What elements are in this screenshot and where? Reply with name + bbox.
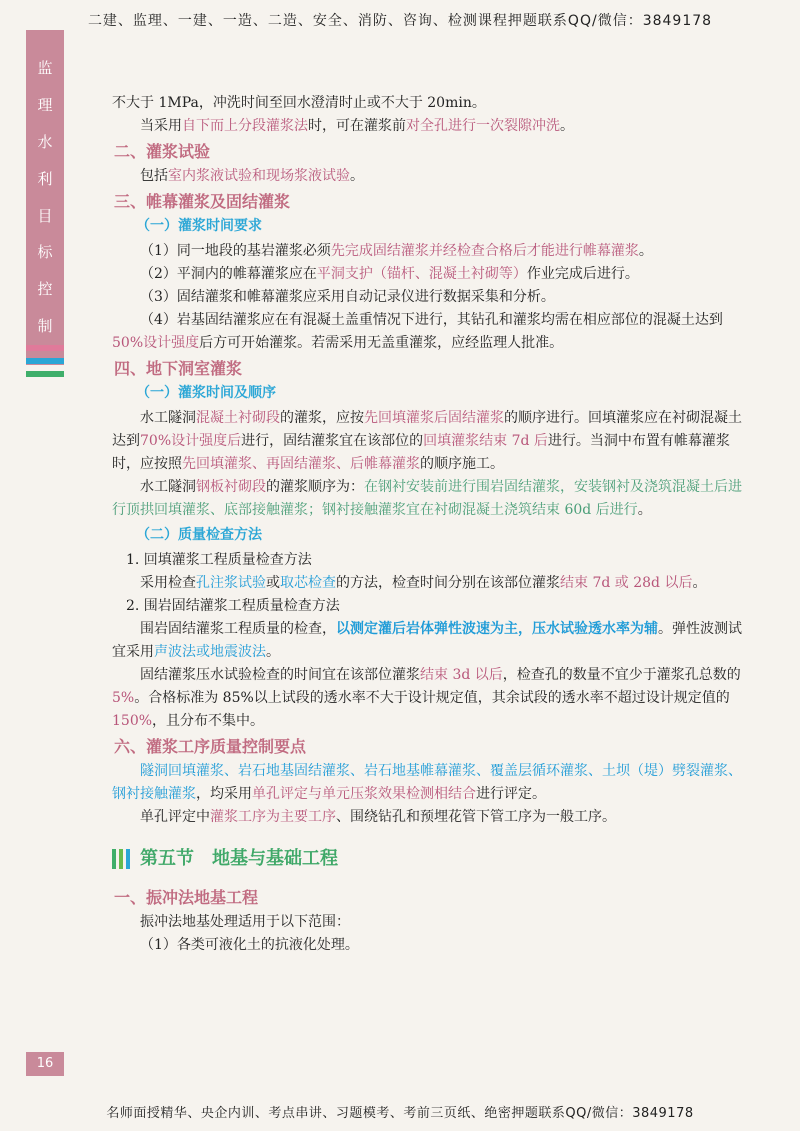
paragraph: 1. 回填灌浆工程质量检查方法 <box>126 552 312 568</box>
bars-icon <box>112 849 130 869</box>
side-tab-char: 制 <box>37 317 53 336</box>
page-content <box>112 92 752 957</box>
side-tab-char: 利 <box>37 169 53 188</box>
paragraph: 水工隧洞混凝土衬砌段的灌浆，应按先回填灌浆后固结灌浆的顺序进行。回填灌浆应在衬砌混凝土达到70%设计强度后进行，固结灌浆宜在该部位的回填灌浆结束 7d 后进行。当洞中布置有帷幕灌浆时，应按照先回填灌浆、再固结灌浆、后帷幕灌浆的顺序施工。 <box>112 410 742 472</box>
paragraph: 围岩固结灌浆工程质量的检查，以测定灌后岩体弹性波速为主，压水试验透水率为辅。弹性波测试宜采用声波法或地震波法。 <box>112 621 742 660</box>
chapter-banner <box>112 847 752 870</box>
paragraph: 振冲法地基处理适用于以下范围： <box>140 914 350 930</box>
side-tab-char: 控 <box>37 280 53 299</box>
chapter-title: 第五节 地基与基础工程 <box>140 848 338 869</box>
paragraph: 固结灌浆压水试验检查的时间宜在该部位灌浆结束 3d 以后，检查孔的数量不宜少于灌浆孔总数的5%。合格标准为 85%以上试段的透水率不大于设计规定值，其余试段的透水率不超过设计规定值的150%，且分布不集中。 <box>112 667 741 729</box>
section-heading: 二、灌浆试验 <box>114 142 211 161</box>
paragraph: （1）同一地段的基岩灌浆必须先完成固结灌浆并经检查合格后才能进行帷幕灌浆。 <box>140 243 653 259</box>
paragraph: 隧洞回填灌浆、岩石地基固结灌浆、岩石地基帷幕灌浆、覆盖层循环灌浆、土坝（堤）劈裂灌浆、钢衬接触灌浆，均采用单孔评定与单元压浆效果检测相结合进行评定。 <box>112 763 742 802</box>
side-tab-char: 监 <box>37 59 53 78</box>
subsection-heading: （二）质量检查方法 <box>136 527 262 543</box>
bottom-banner: 名师面授精华、央企内训、考点串讲、习题模考、考前三页纸、绝密押题联系QQ/微信：3849178 <box>106 1106 694 1121</box>
paragraph: （1）各类可液化土的抗液化处理。 <box>140 937 359 953</box>
section-heading: 六、灌浆工序质量控制要点 <box>114 737 307 756</box>
section-heading: 三、帷幕灌浆及固结灌浆 <box>114 192 291 211</box>
top-banner: 二建、监理、一建、一造、二造、安全、消防、咨询、检测课程押题联系QQ/微信：3849178 <box>87 13 713 29</box>
paragraph: 不大于 1MPa，冲洗时间至回水澄清时止或不大于 20min。 <box>112 95 486 111</box>
paragraph: 单孔评定中灌浆工序为主要工序、围绕钻孔和预埋花管下管工序为一般工序。 <box>140 809 616 825</box>
paragraph: 2. 围岩固结灌浆工程质量检查方法 <box>126 598 340 614</box>
paragraph: （4）岩基固结灌浆应在有混凝土盖重情况下进行，其钻孔和灌浆均需在相应部位的混凝土达到50%设计强度后方可开始灌浆。若需采用无盖重灌浆，应经监理人批准。 <box>112 312 723 351</box>
side-tab-char: 目 <box>37 206 53 225</box>
page-number: 16 <box>26 1052 64 1076</box>
paragraph: 采用检查孔注浆试验或取芯检查的方法，检查时间分别在该部位灌浆结束 7d 或 28d 以后。 <box>140 575 707 591</box>
paragraph: 包括室内浆液试验和现场浆液试验。 <box>140 168 364 184</box>
paragraph: 当采用自下而上分段灌浆法时，可在灌浆前对全孔进行一次裂隙冲洗。 <box>140 118 574 134</box>
subsection-heading: （一）灌浆时间要求 <box>136 218 262 234</box>
side-tab-char: 理 <box>37 96 53 115</box>
side-tab-char: 水 <box>37 132 53 151</box>
paragraph: （2）平洞内的帷幕灌浆应在平洞支护（锚杆、混凝土衬砌等）作业完成后进行。 <box>140 266 639 282</box>
paragraph: 水工隧洞钢板衬砌段的灌浆顺序为：在钢衬安装前进行围岩固结灌浆，安装钢衬及浇筑混凝土后进行顶拱回填灌浆、底部接触灌浆；钢衬接触灌浆宜在衬砌混凝土浇筑结束 60d 后进行。 <box>112 479 742 518</box>
section-heading: 一、振冲法地基工程 <box>114 888 259 907</box>
paragraph: （3）固结灌浆和帷幕灌浆应采用自动记录仪进行数据采集和分析。 <box>140 289 555 305</box>
side-tab-char: 标 <box>37 243 53 262</box>
subsection-heading: （一）灌浆时间及顺序 <box>136 385 276 401</box>
section-heading: 四、地下洞室灌浆 <box>114 359 243 378</box>
side-tab <box>26 30 64 365</box>
side-stripes <box>26 345 64 384</box>
